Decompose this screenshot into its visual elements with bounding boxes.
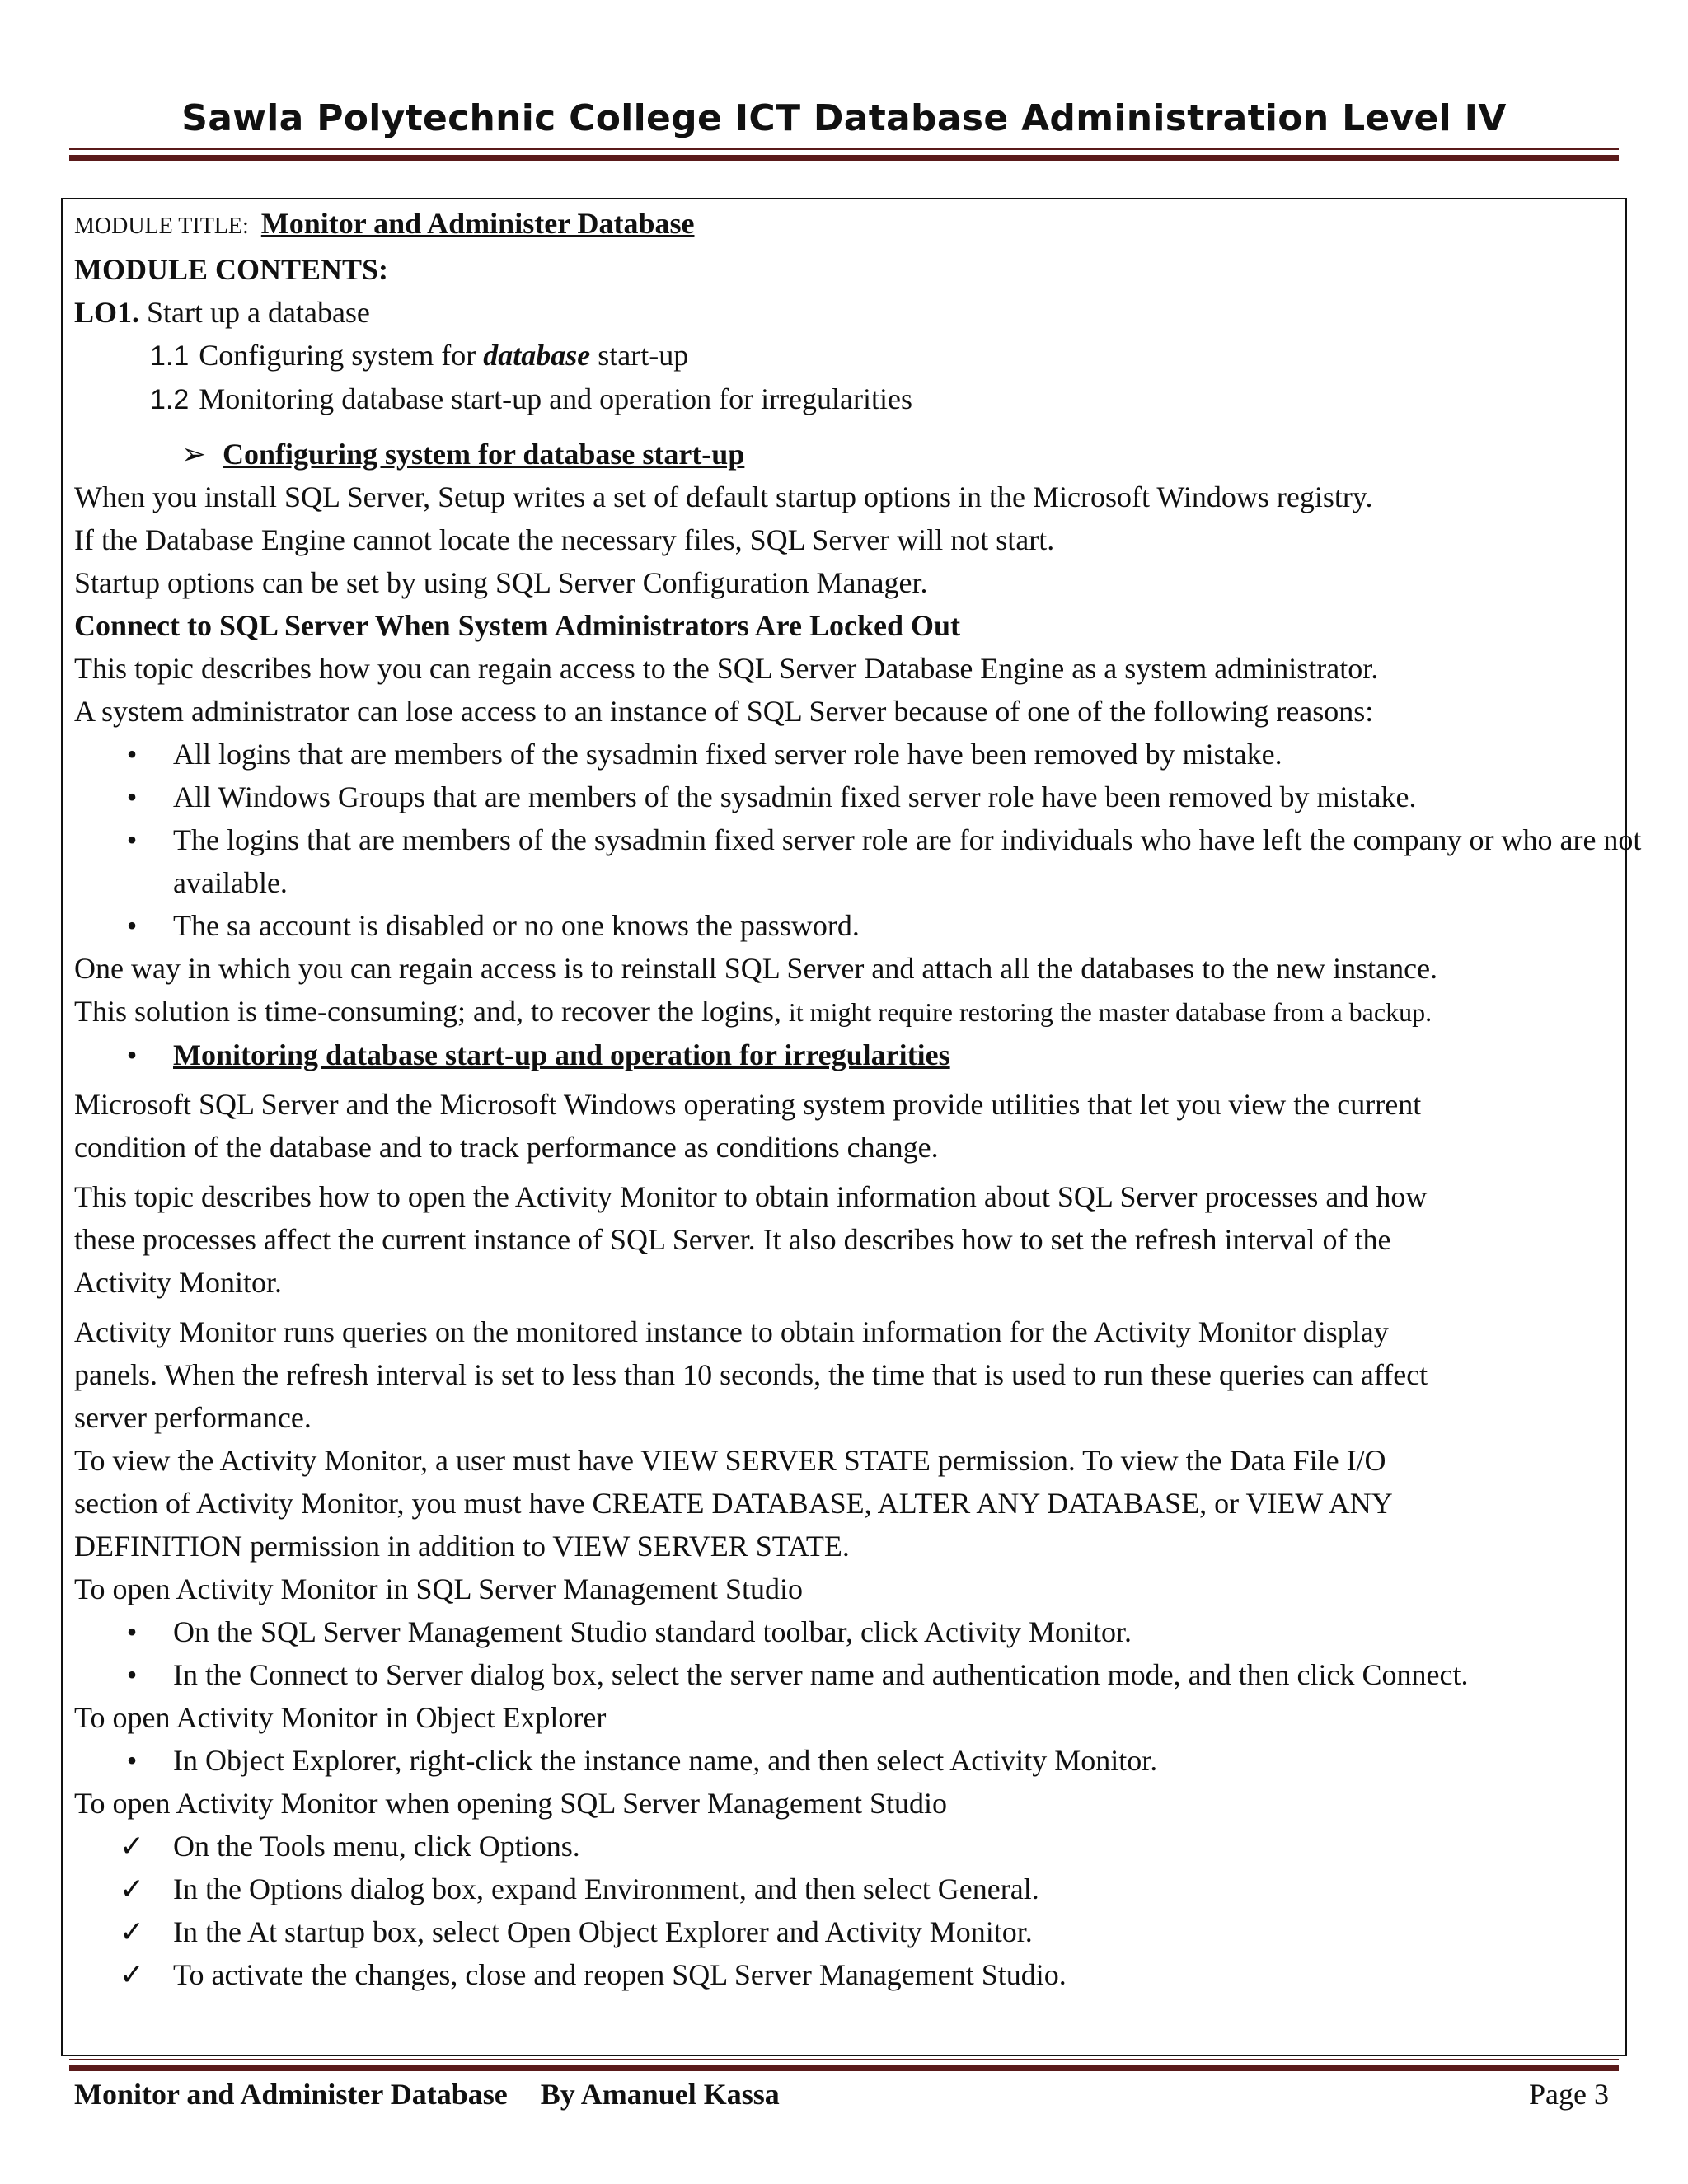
footer-author: By Amanuel Kassa (540, 2078, 780, 2111)
section1-heading: Configuring system for database start-up (223, 438, 745, 471)
list-item-text: The sa account is disabled or no one knows the password. (173, 909, 860, 942)
object-explorer-heading: To open Activity Monitor in Object Explorer (74, 1701, 607, 1734)
list-item-text: In the Options dialog box, expand Environment, and then select General. (173, 1872, 1039, 1905)
checkmark-icon: ✓ (119, 1872, 145, 1905)
bullet-icon: • (126, 1615, 138, 1648)
paragraph-line: server performance. (74, 1401, 312, 1434)
module-title-label: MODULE TITLE: (74, 213, 249, 239)
bullet-icon: • (126, 909, 138, 942)
paragraph-line (74, 990, 1624, 1033)
footer-module-name: Monitor and Administer Database (74, 2078, 508, 2111)
list-item-text: The logins that are members of the sysadmin fixed server role are for individuals who have left the company or who are not available. (173, 823, 1642, 899)
bullet-icon: • (126, 1038, 138, 1071)
paragraph-text-small: it might require restoring the master database from a backup. (788, 997, 1432, 1027)
list-item (74, 1653, 1624, 1696)
header-rule-thick (69, 155, 1619, 161)
module-title-value: Monitor and Administer Database (260, 207, 695, 240)
list-item-text: On the SQL Server Management Studio standard toolbar, click Activity Monitor. (173, 1615, 1132, 1648)
sub-item-emphasis: database (483, 339, 591, 372)
list-item-text: All logins that are members of the sysadmin fixed server role have been removed by mistake. (173, 738, 1282, 771)
header-rule-thin (69, 148, 1619, 150)
arrow-bullet-icon: ➢ (181, 438, 207, 471)
paragraph-line: A system administrator can lose access to an instance of SQL Server because of one of the following reasons: (74, 695, 1374, 728)
list-item (74, 1953, 1624, 1996)
list-item (74, 1868, 1624, 1910)
paragraph (74, 1083, 1624, 1169)
sub-item-text-post: start-up (590, 339, 689, 372)
list-item (74, 733, 1624, 776)
section2-heading-row (74, 1033, 1624, 1076)
list-item-text: To activate the changes, close and reopen SQL Server Management Studio. (173, 1958, 1067, 1991)
module-title-row (74, 202, 1624, 248)
bullet-icon: • (126, 1658, 138, 1691)
footer-rule-thin (69, 2059, 1619, 2060)
paragraph-line: these processes affect the current instance of SQL Server. It also describes how to set the refresh interval of the (74, 1223, 1391, 1256)
list-item-text: On the Tools menu, click Options. (173, 1830, 580, 1863)
paragraph-line: To view the Activity Monitor, a user must have VIEW SERVER STATE permission. To view the Data File I/O (74, 1444, 1386, 1477)
paragraph-line: Activity Monitor. (74, 1266, 282, 1299)
locked-out-heading: Connect to SQL Server When System Administrators Are Locked Out (74, 609, 961, 642)
paragraph-line: DEFINITION permission in addition to VIEW SERVER STATE. (74, 1530, 850, 1563)
list-item (74, 904, 1624, 947)
ssms-heading: To open Activity Monitor in SQL Server Management Studio (74, 1572, 804, 1605)
checkmark-icon: ✓ (119, 1958, 145, 1991)
paragraph-line: This topic describes how to open the Activity Monitor to obtain information about SQL Server processes and how (74, 1180, 1428, 1213)
document-body (74, 202, 1642, 1996)
page-number: Page 3 (1529, 2078, 1609, 2111)
list-item (74, 1825, 1624, 1868)
lo1-label: LO1. (74, 296, 140, 329)
paragraph (74, 1310, 1624, 1439)
list-item-text: In the Connect to Server dialog box, select the server name and authentication mode, and then click Connect. (173, 1658, 1469, 1691)
sub-item-text: Monitoring database start-up and operation for irregularities (199, 382, 912, 415)
paragraph-line: One way in which you can regain access is to reinstall SQL Server and attach all the databases to the new instance. (74, 952, 1438, 985)
paragraph-line: Microsoft SQL Server and the Microsoft Windows operating system provide utilities that let you view the current (74, 1088, 1422, 1121)
list-item (74, 1610, 1624, 1653)
list-item (74, 1910, 1624, 1953)
paragraph-line: condition of the database and to track performance as conditions change. (74, 1131, 939, 1164)
list-item-text: In the At startup box, select Open Object Explorer and Activity Monitor. (173, 1915, 1033, 1948)
sub-item-number: 1.2 (150, 384, 190, 415)
bullet-icon: • (126, 738, 138, 771)
sub-item-number: 1.1 (150, 340, 190, 372)
module-contents-heading: MODULE CONTENTS: (74, 253, 389, 286)
list-item-text: All Windows Groups that are members of the sysadmin fixed server role have been removed by mistake. (173, 780, 1417, 813)
paragraph-line: When you install SQL Server, Setup writes a set of default startup options in the Microsoft Windows registry. (74, 480, 1373, 513)
sub-item-text-pre: Configuring system for (199, 339, 484, 372)
list-item (74, 1739, 1624, 1782)
section1-heading-row (74, 433, 1624, 476)
section2-heading: Monitoring database start-up and operation for irregularities (173, 1038, 950, 1071)
footer-rule-thick (69, 2065, 1619, 2071)
paragraph-line: If the Database Engine cannot locate the necessary files, SQL Server will not start. (74, 523, 1055, 556)
sub-item-1-2 (74, 377, 1624, 421)
list-item-text: In Object Explorer, right-click the instance name, and then select Activity Monitor. (173, 1744, 1158, 1777)
sub-item-1-1 (74, 334, 1624, 377)
paragraph (74, 1175, 1624, 1304)
checkmark-icon: ✓ (119, 1830, 145, 1863)
startup-heading: To open Activity Monitor when opening SQL Server Management Studio (74, 1787, 947, 1820)
paragraph-line: This topic describes how you can regain access to the SQL Server Database Engine as a system administrator. (74, 652, 1379, 685)
bullet-icon: • (126, 823, 138, 856)
lo1-row (74, 291, 1624, 334)
footer-left (74, 2077, 780, 2111)
checkmark-icon: ✓ (119, 1915, 145, 1948)
bullet-icon: • (126, 1744, 138, 1777)
paragraph-text: This solution is time-consuming; and, to recover the logins, (74, 995, 789, 1028)
lo1-text: Start up a database (147, 296, 370, 329)
page-header-title: Sawla Polytechnic College ICT Database Administration Level IV (181, 97, 1507, 139)
paragraph-line: section of Activity Monitor, you must have CREATE DATABASE, ALTER ANY DATABASE, or VIEW ANY (74, 1487, 1393, 1520)
bullet-icon: • (126, 780, 138, 813)
paragraph-line: Startup options can be set by using SQL Server Configuration Manager. (74, 566, 928, 599)
list-item (74, 818, 1657, 904)
list-item (74, 776, 1624, 818)
paragraph (74, 1439, 1624, 1568)
paragraph-line: Activity Monitor runs queries on the monitored instance to obtain information for the Activity Monitor display (74, 1315, 1389, 1348)
paragraph-line: panels. When the refresh interval is set to less than 10 seconds, the time that is used to run these queries can affect (74, 1358, 1428, 1391)
